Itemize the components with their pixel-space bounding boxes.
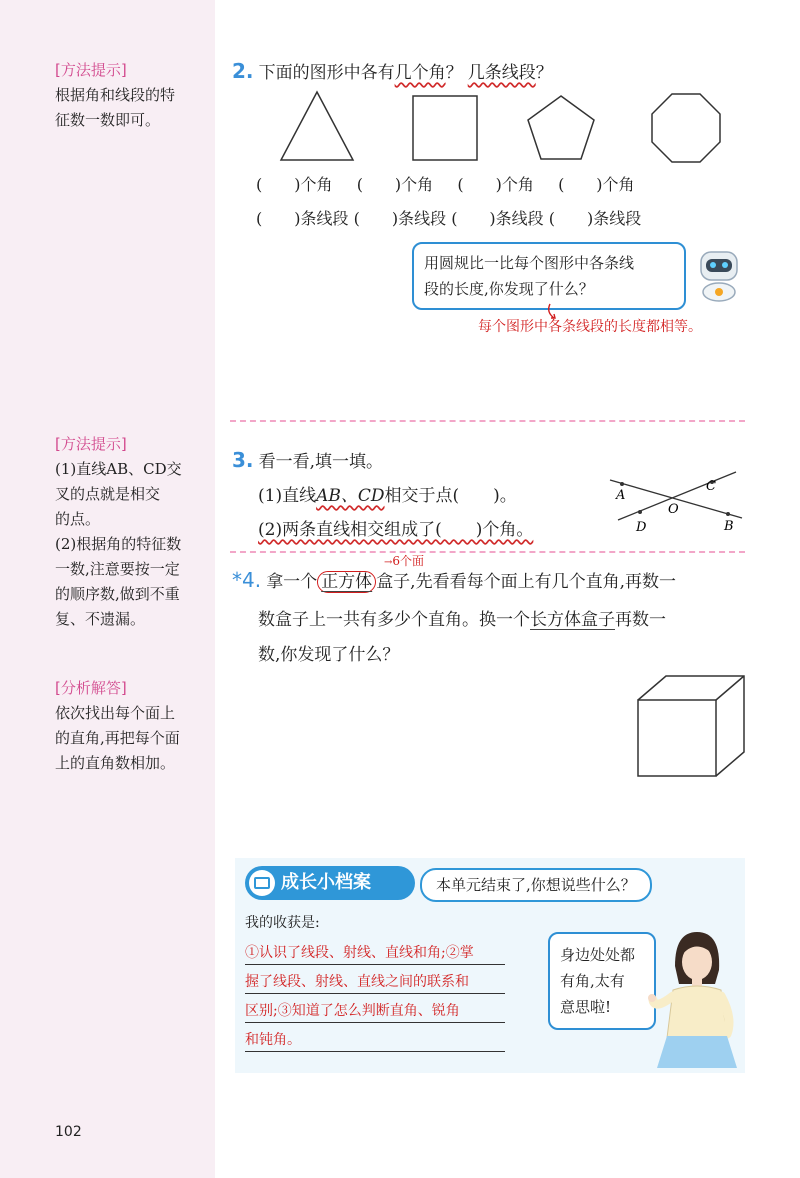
writing-line: [245, 1022, 505, 1023]
octagon-shape: [652, 94, 720, 162]
writing-line: [245, 993, 505, 994]
section-divider: [230, 551, 745, 553]
folder-icon: [249, 870, 275, 896]
segment-blank-1[interactable]: ( )条线段: [256, 209, 349, 228]
annotation-text: 6个面: [392, 554, 425, 568]
angle-blank-4[interactable]: ( )个角: [558, 175, 635, 194]
archive-title-text: 成长小档案: [281, 872, 371, 893]
tip-heading: [分析解答]: [55, 679, 127, 697]
page-number: 102: [55, 1124, 82, 1140]
cube-figure: [632, 672, 750, 780]
angle-answer-row: [256, 172, 635, 195]
writing-line: [245, 1051, 505, 1052]
tip-line: 上的直角数相加。: [55, 754, 176, 772]
shapes-figure: [230, 88, 750, 168]
tip-line: 的顺序数,做到不重: [55, 585, 180, 603]
prompt-text: 拿一个: [266, 572, 318, 592]
robot-icon: [693, 248, 745, 304]
prompt-text: 数盒子上一共有多少个直角。换一个: [258, 610, 530, 630]
gain-line: 区别;③知道了怎么判断直角、锐角: [245, 1003, 460, 1019]
question-4-line-1: [232, 567, 676, 592]
gain-line: 握了线段、射线、直线之间的联系和: [245, 974, 469, 990]
prompt-text: ？: [445, 63, 463, 83]
point-label-a: A: [616, 488, 626, 503]
tip-heading: [方法提示]: [55, 435, 127, 453]
question-3-part-1: [258, 481, 517, 506]
tip-line: 根据角和线段的特: [55, 86, 176, 104]
part-text: (1)直线: [258, 486, 317, 506]
angle-blank-1[interactable]: ( )个角: [256, 175, 333, 194]
tip-line: (2)根据角的特征数: [55, 535, 182, 553]
gain-label: 我的收获是:: [245, 915, 320, 931]
student-girl-icon: [645, 926, 745, 1068]
tip-line: (1)直线AB、CD交: [55, 460, 182, 478]
question-4-line-3: 数,你发现了什么？: [258, 645, 400, 665]
segment-blank-2[interactable]: ( )条线段: [353, 209, 447, 228]
point-label-d: D: [636, 520, 647, 535]
writing-line: [245, 964, 505, 965]
gain-line: 和钝角。: [245, 1032, 301, 1048]
pentagon-shape: [528, 96, 594, 159]
face-count-annotation: →6个面: [384, 554, 425, 568]
part-text[interactable]: (2)两条直线相交组成了( )个角。: [258, 520, 534, 540]
circled-cube-word: 正方体: [317, 571, 376, 593]
tip-line: 一数,注意要按一定: [55, 560, 180, 578]
part-emphasis: AB、CD: [316, 486, 385, 506]
question-4-line-2: [258, 605, 666, 630]
prompt-text: 再数一: [615, 610, 666, 630]
bubble-line: 段的长度,你发现了什么？: [424, 280, 594, 298]
cuboid-box-word: 长方体盒子: [530, 610, 615, 630]
point-label-b: B: [724, 519, 734, 534]
speech-line: 身边处处都: [560, 946, 636, 964]
segment-answer-row: [256, 206, 641, 229]
segment-blank-4[interactable]: ( )条线段: [548, 209, 642, 228]
tip-line: 叉的点就是相交: [55, 485, 161, 503]
prompt-text: 盒子,先看看每个面上有几个直角,再数一: [376, 572, 676, 592]
question-number: 2.: [232, 59, 254, 83]
prompt-text: 下面的图形中各有: [258, 63, 395, 83]
triangle-shape: [281, 92, 353, 160]
tip-line: 的直角,再把每个面: [55, 729, 180, 747]
analysis-tip: [55, 676, 205, 776]
section-divider: [230, 420, 745, 422]
question-number: 3.: [232, 448, 254, 472]
archive-question-bubble: 本单元结束了,你想说些什么？: [420, 868, 652, 902]
hint-speech-bubble: [412, 242, 686, 310]
question-3-part-2: [258, 515, 533, 540]
prompt-emphasis: 几个角: [394, 63, 446, 83]
speech-line: 意思啦!: [560, 998, 612, 1016]
prompt-text: ？: [535, 63, 553, 83]
speech-line: 有角,太有: [560, 972, 625, 990]
tip-line: 复、不遗漏。: [55, 610, 146, 628]
method-tip-1: [55, 58, 205, 133]
angle-blank-3[interactable]: ( )个角: [457, 175, 534, 194]
tip-heading: [方法提示]: [55, 61, 127, 79]
square-shape: [413, 96, 477, 160]
segment-blank-3[interactable]: ( )条线段: [451, 209, 544, 228]
intersecting-lines-figure: [600, 466, 750, 536]
gain-line: ①认识了线段、射线、直线和角;②掌: [245, 945, 474, 961]
question-3-prompt: [232, 447, 383, 472]
tip-line: 的点。: [55, 510, 101, 528]
tip-line: 依次找出每个面上: [55, 704, 176, 722]
method-tip-2: [55, 432, 205, 632]
student-speech-bubble: [548, 932, 656, 1030]
bubble-line: 用圆规比一比每个图形中各条线: [424, 254, 635, 272]
point-label-o: O: [668, 502, 679, 517]
prompt-text: 看一看,填一填。: [258, 452, 384, 472]
growth-archive-title: [245, 866, 415, 900]
answer-note: 每个图形中各条线段的长度都相等。: [478, 319, 702, 335]
question-number: *4.: [232, 568, 262, 592]
tip-line: 征数一数即可。: [55, 111, 161, 129]
point-label-c: C: [706, 479, 716, 494]
part-text[interactable]: 相交于点( )。: [384, 486, 517, 506]
question-2-prompt: [232, 58, 553, 83]
gain-text: [245, 939, 474, 1055]
angle-blank-2[interactable]: ( )个角: [356, 175, 434, 194]
prompt-emphasis: 几条线段: [467, 63, 536, 83]
